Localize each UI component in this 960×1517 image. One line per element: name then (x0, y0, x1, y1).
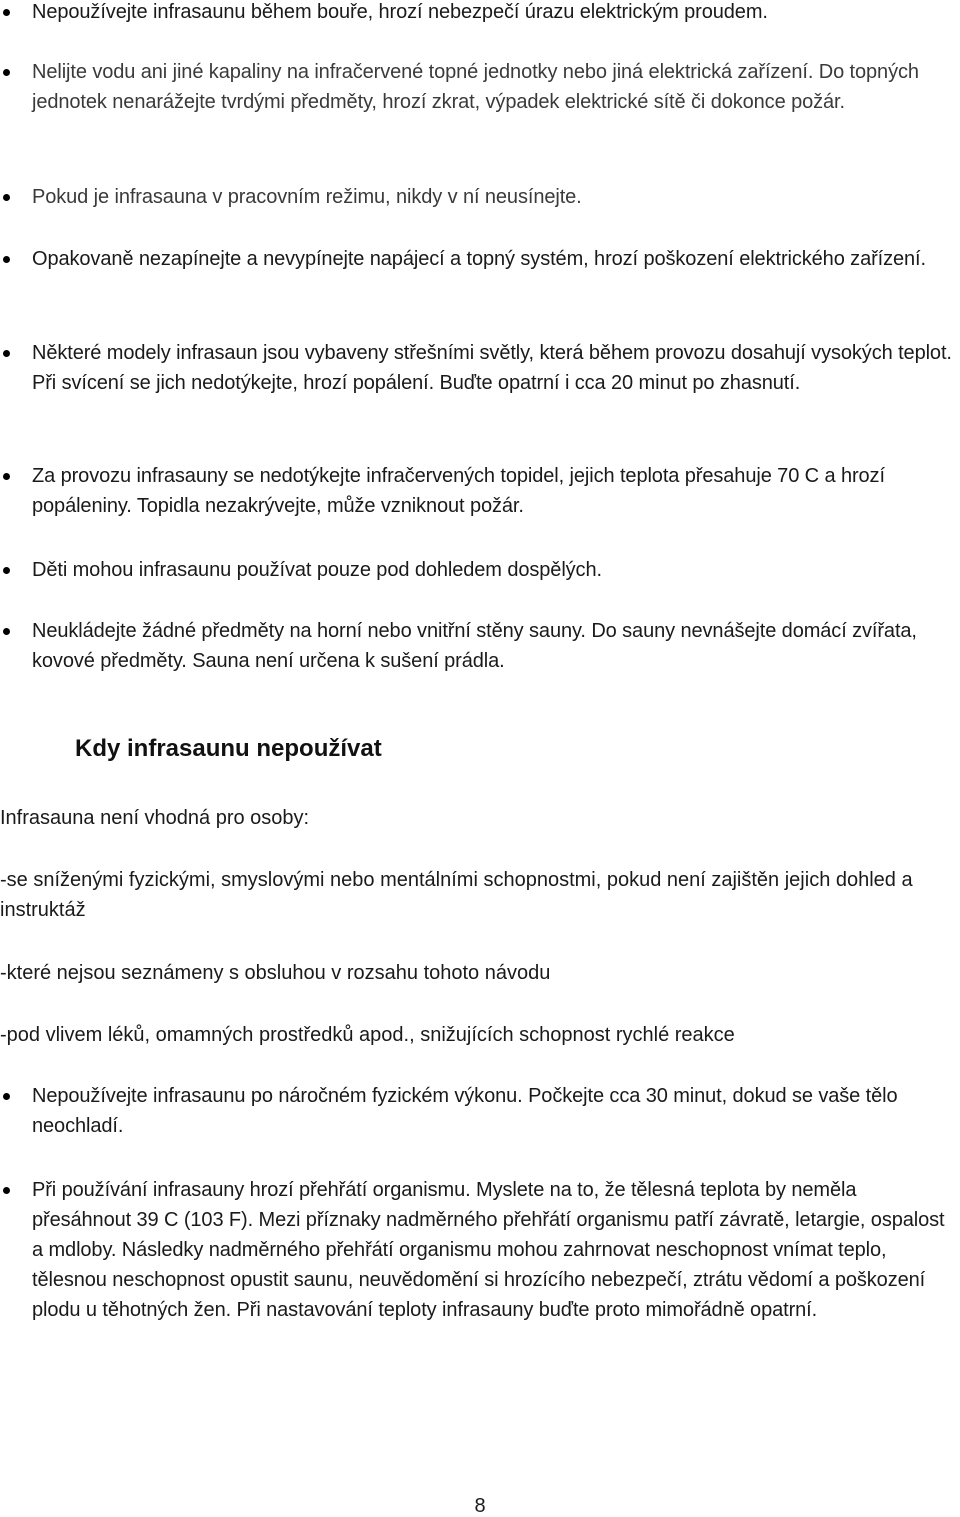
section-intro: Infrasauna není vhodná pro osoby: (0, 807, 310, 829)
safety-bullet: Děti mohou infrasaunu používat pouze pod dohledem dospělých. (32, 555, 954, 585)
condition-item: -pod vlivem léků, omamných prostředků apod., snižujících schopnost rychlé reakce (0, 1024, 735, 1046)
safety-bullet: Za provozu infrasauny se nedotýkejte infračervených topidel, jejich teplota přesahuje 70 C a hrozí popáleniny. Topidla nezakrývejte, může vzniknout požár. (32, 461, 954, 521)
condition-item: -se sníženými fyzickými, smyslovými nebo mentálními schopnostmi, pokud není zajištěn jejich dohled a instruktáž (0, 869, 913, 921)
condition-item: -které nejsou seznámeny s obsluhou v rozsahu tohoto návodu (0, 962, 551, 984)
safety-bullet: Při používání infrasauny hrozí přehřátí organismu. Myslete na to, že tělesná teplota by neměla přesáhnout 39 C (103 F). Mezi příznaky nadměrného přehřátí organismu patří závratě, letargie, ospalost a mdloby. Následky nadměrného přehřátí organismu mohou zahrnovat neschopnost vnímat teplo, tělesnou neschopnost opustit saunu, neuvědomění si hrozícího nebezpečí, ztrátu vědomí a poškození plodu u těhotných žen. Při nastavování teploty infrasauny buďte proto mimořádně opatrní. (32, 1175, 954, 1325)
section-heading: Kdy infrasaunu nepoužívat (75, 735, 382, 762)
safety-bullet: Některé modely infrasaun jsou vybaveny střešními světly, která během provozu dosahují vysokých teplot. Při svícení se jich nedotýkejte, hrozí popálení. Buďte opatrní i cca 20 minut po zhasnutí. (32, 338, 954, 398)
safety-bullet: Opakovaně nezapínejte a nevypínejte napájecí a topný systém, hrozí poškození elektrického zařízení. (32, 244, 954, 274)
safety-bullet: Pokud je infrasauna v pracovním režimu, nikdy v ní neusínejte. (32, 182, 954, 212)
safety-bullet: Neukládejte žádné předměty na horní nebo vnitřní stěny sauny. Do sauny nevnášejte domácí zvířata, kovové předměty. Sauna není určena k sušení prádla. (32, 616, 954, 676)
safety-bullet: Nepoužívejte infrasaunu během bouře, hrozí nebezpečí úrazu elektrickým proudem. (32, 0, 954, 27)
safety-bullet: Nepoužívejte infrasaunu po náročném fyzickém výkonu. Počkejte cca 30 minut, dokud se vaše tělo neochladí. (32, 1081, 954, 1141)
page-number: 8 (474, 1495, 486, 1517)
safety-bullet: Nelijte vodu ani jiné kapaliny na infračervené topné jednotky nebo jiná elektrická zařízení. Do topných jednotek nenarážejte tvrdými předměty, hrozí zkrat, výpadek elektrické sítě či dokonce požár. (32, 57, 954, 117)
